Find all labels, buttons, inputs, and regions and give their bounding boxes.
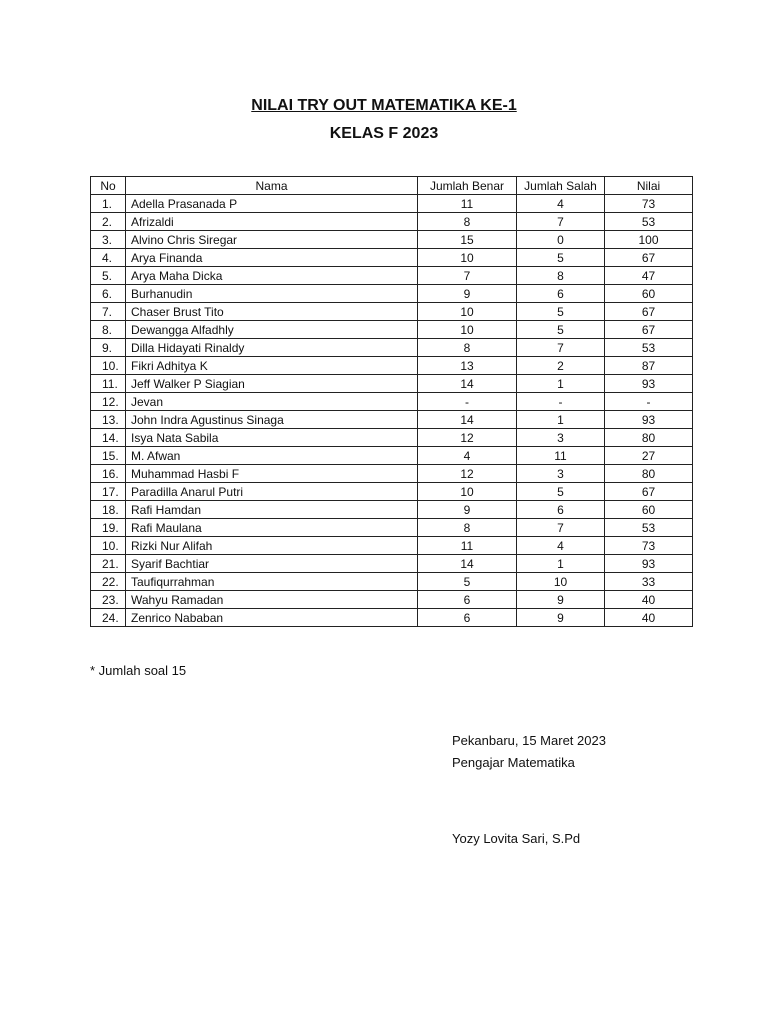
cell-jumlah-salah: 3 bbox=[517, 429, 605, 447]
cell-nilai: 87 bbox=[605, 357, 693, 375]
table-row bbox=[91, 519, 693, 537]
table-row bbox=[91, 411, 693, 429]
cell-jumlah-benar: 5 bbox=[418, 573, 517, 591]
cell-nilai: 67 bbox=[605, 249, 693, 267]
cell-nilai: 33 bbox=[605, 573, 693, 591]
header-no: No bbox=[91, 177, 126, 195]
cell-jumlah-benar: 8 bbox=[418, 339, 517, 357]
cell-nilai: 73 bbox=[605, 195, 693, 213]
table-row bbox=[91, 609, 693, 627]
cell-nama: John Indra Agustinus Sinaga bbox=[126, 411, 418, 429]
table-row bbox=[91, 375, 693, 393]
cell-nama: Burhanudin bbox=[126, 285, 418, 303]
cell-nama: Afrizaldi bbox=[126, 213, 418, 231]
cell-nilai: 53 bbox=[605, 213, 693, 231]
cell-jumlah-salah: 1 bbox=[517, 555, 605, 573]
cell-nilai: 47 bbox=[605, 267, 693, 285]
table-row bbox=[91, 591, 693, 609]
table-row bbox=[91, 447, 693, 465]
cell-nilai: 67 bbox=[605, 321, 693, 339]
cell-nilai: 80 bbox=[605, 465, 693, 483]
table-row bbox=[91, 357, 693, 375]
cell-nama: Rizki Nur Alifah bbox=[126, 537, 418, 555]
cell-no: 21. bbox=[91, 555, 126, 573]
cell-nama: Arya Maha Dicka bbox=[126, 267, 418, 285]
cell-jumlah-salah: 4 bbox=[517, 195, 605, 213]
cell-no: 7. bbox=[91, 303, 126, 321]
cell-jumlah-benar: 12 bbox=[418, 465, 517, 483]
document-title: NILAI TRY OUT MATEMATIKA KE-1 bbox=[251, 97, 517, 114]
cell-jumlah-benar: 10 bbox=[418, 303, 517, 321]
cell-nilai: 67 bbox=[605, 303, 693, 321]
cell-nama: Arya Finanda bbox=[126, 249, 418, 267]
cell-nilai: 80 bbox=[605, 429, 693, 447]
question-count-note: * Jumlah soal 15 bbox=[90, 663, 187, 678]
table-row bbox=[91, 501, 693, 519]
cell-jumlah-salah: 7 bbox=[517, 213, 605, 231]
cell-nama: Dilla Hidayati Rinaldy bbox=[126, 339, 418, 357]
cell-no: 16. bbox=[91, 465, 126, 483]
cell-jumlah-benar: 10 bbox=[418, 249, 517, 267]
signature-place-date: Pekanbaru, 15 Maret 2023 bbox=[452, 733, 606, 748]
table-row bbox=[91, 231, 693, 249]
cell-nama: Rafi Hamdan bbox=[126, 501, 418, 519]
cell-no: 22. bbox=[91, 573, 126, 591]
table-row bbox=[91, 285, 693, 303]
cell-jumlah-benar: 15 bbox=[418, 231, 517, 249]
cell-nilai: 53 bbox=[605, 339, 693, 357]
table-row bbox=[91, 321, 693, 339]
cell-no: 4. bbox=[91, 249, 126, 267]
cell-jumlah-salah: 11 bbox=[517, 447, 605, 465]
cell-jumlah-benar: 6 bbox=[418, 609, 517, 627]
cell-nama: Isya Nata Sabila bbox=[126, 429, 418, 447]
cell-jumlah-benar: 9 bbox=[418, 501, 517, 519]
cell-nilai: 73 bbox=[605, 537, 693, 555]
cell-jumlah-salah: 9 bbox=[517, 609, 605, 627]
cell-nama: Paradilla Anarul Putri bbox=[126, 483, 418, 501]
cell-no: 1. bbox=[91, 195, 126, 213]
cell-jumlah-salah: 7 bbox=[517, 339, 605, 357]
table-row bbox=[91, 537, 693, 555]
signature-role: Pengajar Matematika bbox=[452, 755, 575, 770]
cell-nama: Jevan bbox=[126, 393, 418, 411]
cell-jumlah-benar: 14 bbox=[418, 555, 517, 573]
cell-jumlah-benar: 4 bbox=[418, 447, 517, 465]
cell-nama: Dewangga Alfadhly bbox=[126, 321, 418, 339]
cell-nama: Adella Prasanada P bbox=[126, 195, 418, 213]
cell-no: 18. bbox=[91, 501, 126, 519]
cell-no: 13. bbox=[91, 411, 126, 429]
header-jumlah-salah: Jumlah Salah bbox=[517, 177, 605, 195]
header-jumlah-benar: Jumlah Benar bbox=[418, 177, 517, 195]
cell-nilai: 60 bbox=[605, 285, 693, 303]
cell-no: 19. bbox=[91, 519, 126, 537]
cell-nama: M. Afwan bbox=[126, 447, 418, 465]
cell-no: 9. bbox=[91, 339, 126, 357]
table-row bbox=[91, 303, 693, 321]
cell-nama: Wahyu Ramadan bbox=[126, 591, 418, 609]
cell-jumlah-benar: 9 bbox=[418, 285, 517, 303]
cell-jumlah-salah: 5 bbox=[517, 321, 605, 339]
cell-jumlah-benar: 7 bbox=[418, 267, 517, 285]
cell-nama: Alvino Chris Siregar bbox=[126, 231, 418, 249]
cell-jumlah-salah: 6 bbox=[517, 501, 605, 519]
cell-nama: Rafi Maulana bbox=[126, 519, 418, 537]
cell-jumlah-benar: 6 bbox=[418, 591, 517, 609]
cell-no: 17. bbox=[91, 483, 126, 501]
table-row bbox=[91, 483, 693, 501]
cell-jumlah-salah: 8 bbox=[517, 267, 605, 285]
cell-no: 5. bbox=[91, 267, 126, 285]
table-row bbox=[91, 393, 693, 411]
header-nama: Nama bbox=[126, 177, 418, 195]
cell-jumlah-salah: - bbox=[517, 393, 605, 411]
cell-jumlah-salah: 7 bbox=[517, 519, 605, 537]
cell-jumlah-salah: 9 bbox=[517, 591, 605, 609]
cell-jumlah-benar: 11 bbox=[418, 537, 517, 555]
cell-nama: Fikri Adhitya K bbox=[126, 357, 418, 375]
cell-no: 10. bbox=[91, 537, 126, 555]
cell-nama: Jeff Walker P Siagian bbox=[126, 375, 418, 393]
cell-jumlah-benar: 12 bbox=[418, 429, 517, 447]
cell-nilai: 40 bbox=[605, 609, 693, 627]
cell-jumlah-benar: 13 bbox=[418, 357, 517, 375]
cell-no: 11. bbox=[91, 375, 126, 393]
table-row bbox=[91, 195, 693, 213]
cell-nilai: 27 bbox=[605, 447, 693, 465]
cell-nilai: 100 bbox=[605, 231, 693, 249]
cell-jumlah-salah: 2 bbox=[517, 357, 605, 375]
cell-nama: Muhammad Hasbi F bbox=[126, 465, 418, 483]
cell-jumlah-salah: 1 bbox=[517, 411, 605, 429]
cell-nilai: 53 bbox=[605, 519, 693, 537]
cell-nilai: 40 bbox=[605, 591, 693, 609]
cell-no: 23. bbox=[91, 591, 126, 609]
cell-nama: Syarif Bachtiar bbox=[126, 555, 418, 573]
cell-jumlah-salah: 4 bbox=[517, 537, 605, 555]
table-header-row bbox=[91, 177, 693, 195]
cell-nilai: 60 bbox=[605, 501, 693, 519]
cell-nilai: 93 bbox=[605, 555, 693, 573]
cell-nama: Chaser Brust Tito bbox=[126, 303, 418, 321]
cell-jumlah-salah: 5 bbox=[517, 303, 605, 321]
cell-no: 10. bbox=[91, 357, 126, 375]
cell-jumlah-salah: 5 bbox=[517, 249, 605, 267]
cell-jumlah-benar: 10 bbox=[418, 321, 517, 339]
signature-name: Yozy Lovita Sari, S.Pd bbox=[452, 831, 581, 846]
table-body bbox=[91, 195, 693, 627]
cell-nama: Zenrico Nababan bbox=[126, 609, 418, 627]
table-row bbox=[91, 213, 693, 231]
table-row bbox=[91, 249, 693, 267]
cell-jumlah-benar: 14 bbox=[418, 411, 517, 429]
table-row bbox=[91, 267, 693, 285]
cell-jumlah-salah: 6 bbox=[517, 285, 605, 303]
cell-no: 3. bbox=[91, 231, 126, 249]
cell-no: 15. bbox=[91, 447, 126, 465]
cell-jumlah-benar: 11 bbox=[418, 195, 517, 213]
table-row bbox=[91, 573, 693, 591]
cell-jumlah-benar: 14 bbox=[418, 375, 517, 393]
cell-no: 8. bbox=[91, 321, 126, 339]
cell-jumlah-benar: 8 bbox=[418, 213, 517, 231]
cell-jumlah-salah: 0 bbox=[517, 231, 605, 249]
cell-no: 14. bbox=[91, 429, 126, 447]
grades-table bbox=[90, 176, 693, 627]
cell-no: 6. bbox=[91, 285, 126, 303]
table-row bbox=[91, 339, 693, 357]
cell-nama: Taufiqurrahman bbox=[126, 573, 418, 591]
cell-no: 12. bbox=[91, 393, 126, 411]
cell-jumlah-salah: 10 bbox=[517, 573, 605, 591]
cell-nilai: 67 bbox=[605, 483, 693, 501]
cell-jumlah-salah: 3 bbox=[517, 465, 605, 483]
header-nilai: Nilai bbox=[605, 177, 693, 195]
cell-nilai: 93 bbox=[605, 411, 693, 429]
cell-nilai: - bbox=[605, 393, 693, 411]
table-row bbox=[91, 465, 693, 483]
cell-no: 24. bbox=[91, 609, 126, 627]
cell-jumlah-benar: - bbox=[418, 393, 517, 411]
cell-jumlah-benar: 10 bbox=[418, 483, 517, 501]
cell-jumlah-salah: 5 bbox=[517, 483, 605, 501]
cell-jumlah-salah: 1 bbox=[517, 375, 605, 393]
cell-jumlah-benar: 8 bbox=[418, 519, 517, 537]
cell-nilai: 93 bbox=[605, 375, 693, 393]
cell-no: 2. bbox=[91, 213, 126, 231]
document-subtitle: KELAS F 2023 bbox=[329, 125, 439, 142]
table-row bbox=[91, 555, 693, 573]
table-row bbox=[91, 429, 693, 447]
